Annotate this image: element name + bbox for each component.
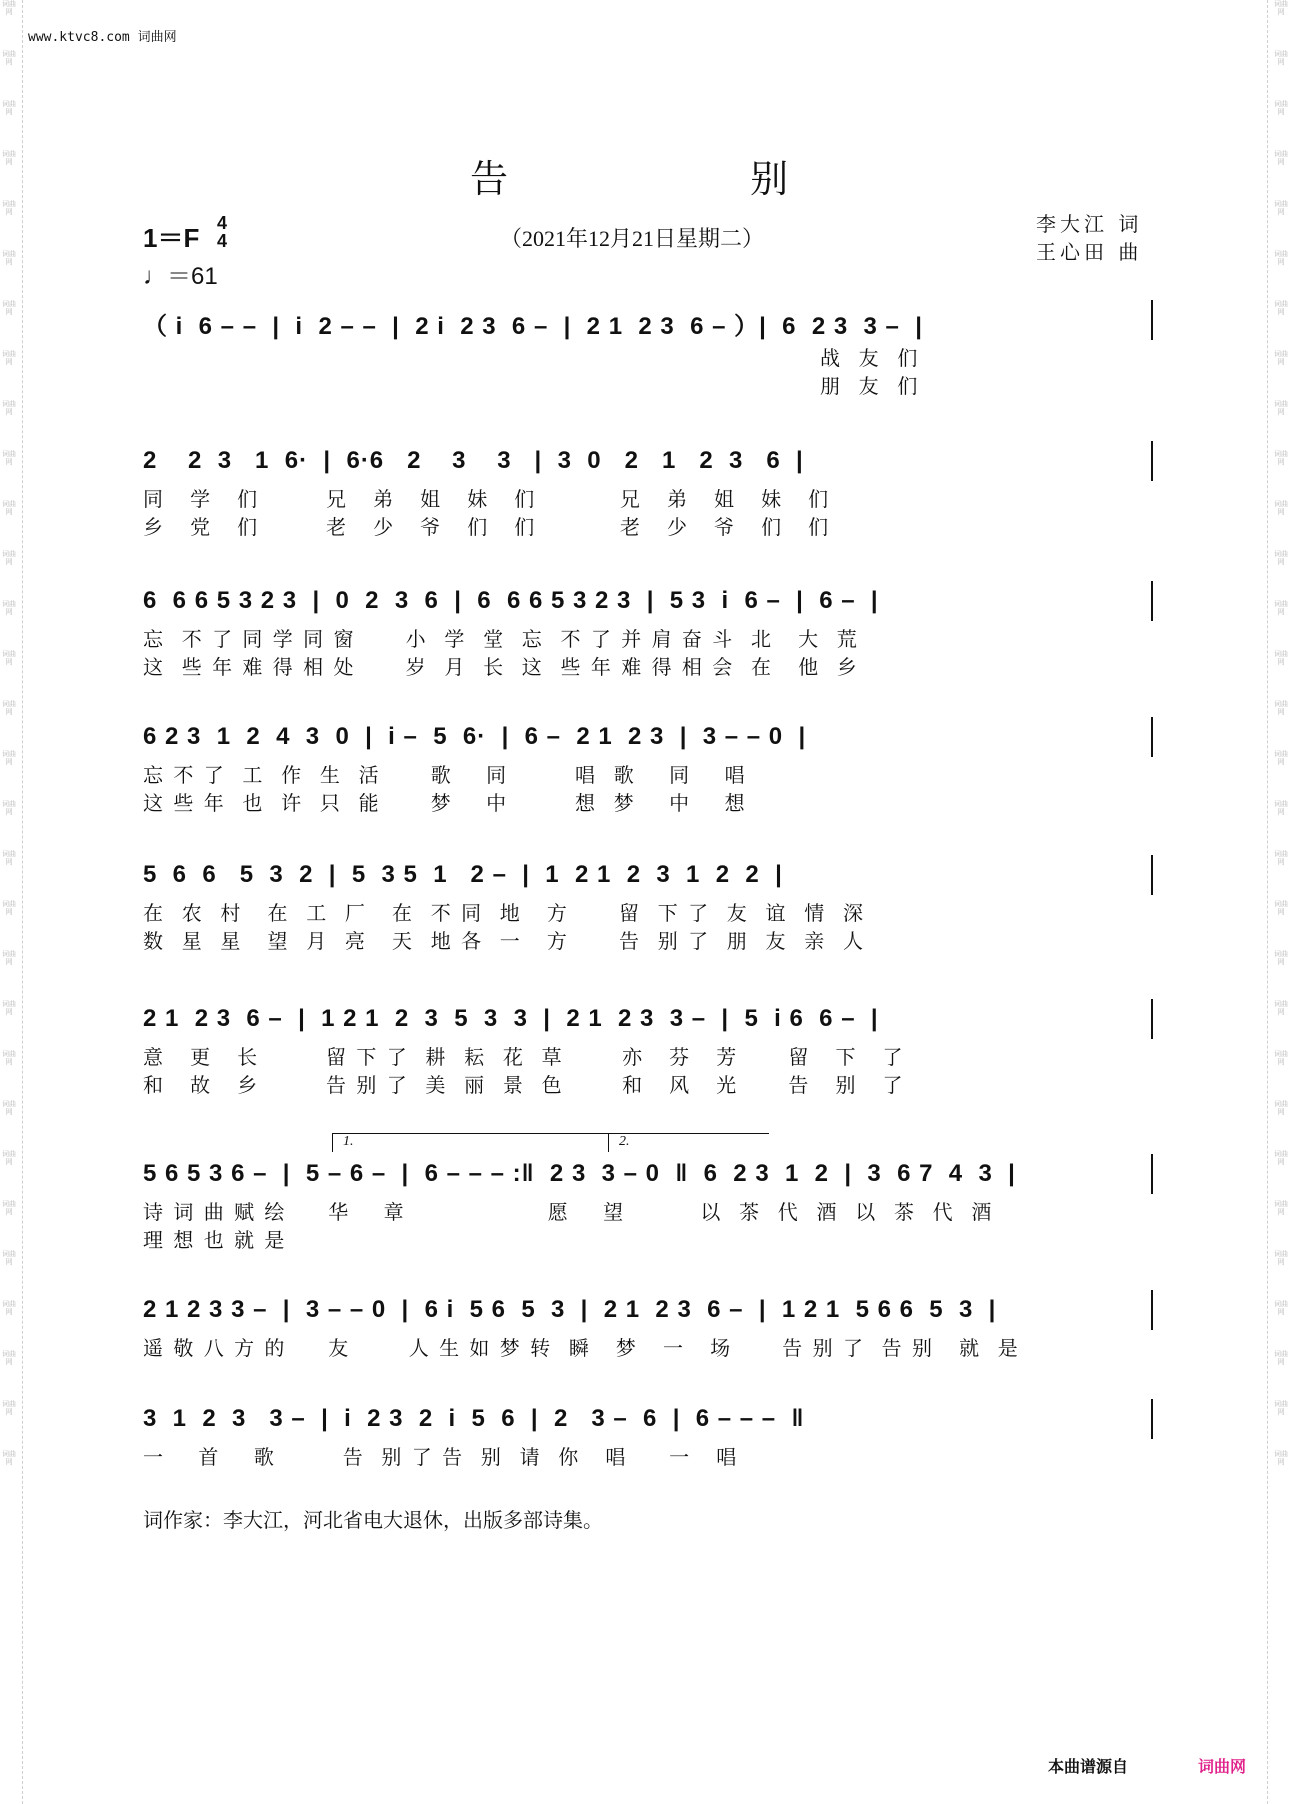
- notation: 5 6 5 3 6 – | 5 – 6 – | 6 – – – :‖ 2 3 3 – 0 ‖ 6 2 3 1 2 | 3 6 7 4 3 |: [143, 1160, 1016, 1187]
- right-watermark-strip: 词曲网 词曲网 词曲网 词曲网 词曲网 词曲网 词曲网 词曲网 词曲网 词曲网 词曲网 词曲网 词曲网 词曲网 词曲网 词曲网 词曲网 词曲网 词曲网 词曲网 词曲网 词曲网 词曲网 词曲网 词曲网 词曲网 词曲网 词曲网 词曲网 词曲网: [1267, 0, 1288, 1804]
- site-name: 词曲网: [137, 30, 177, 45]
- notation: 6 2 3 1 2 4 3 0 | i – 5 6· | 6 – 2 1 2 3 | 3 – – 0 |: [143, 723, 807, 750]
- lyrics-verse-1: 战 友 们: [143, 346, 920, 370]
- barline: [1151, 999, 1153, 1039]
- lyrics-verse-1: 意 更 长 留 下 了 耕 耘 花 草 亦 芬 芳 留 下 了: [143, 1045, 905, 1069]
- lyricist-credit: 李大江 词: [1036, 212, 1143, 236]
- lyrics-verse-1: 遥 敬 八 方 的 友 人 生 如 梦 转 瞬 梦 一 场 告 别 了 告 别 就 是: [143, 1336, 1020, 1360]
- brand-link[interactable]: 词曲网: [1198, 1757, 1247, 1776]
- lyrics-verse-1: 在 农 村 在 工 厂 在 不 同 地 方 留 下 了 友 谊 情 深: [143, 901, 865, 925]
- barline: [1151, 717, 1153, 757]
- site-header: [28, 26, 177, 45]
- notation: 2 2 3 1 6· | 6·6 2 3 3 | 3 0 2 1 2 3 6 |: [143, 447, 804, 474]
- notation: 6 6 6 5 3 2 3 | 0 2 3 6 | 6 6 6 5 3 2 3 | 5 3 i 6 – | 6 – |: [143, 587, 879, 614]
- notation: 2 1 2 3 3 – | 3 – – 0 | 6 i 5 6 5 3 | 2 1 2 3 6 – | 1 2 1 5 6 6 5 3 |: [143, 1296, 997, 1323]
- barline: [1151, 581, 1153, 621]
- site-url[interactable]: www.ktvc8.com: [28, 30, 130, 45]
- notation: 5 6 6 5 3 2 | 5 3 5 1 2 – | 1 2 1 2 3 1 2 2 |: [143, 861, 783, 888]
- composer-credit: 王心田 曲: [1036, 240, 1143, 264]
- lyrics-verse-1: 诗 词 曲 赋 绘 华 章 愿 望 以 茶 代 酒 以 茶 代 酒: [143, 1200, 994, 1224]
- second-ending-bracket: 2.: [608, 1133, 769, 1152]
- notation: 3 1 2 3 3 – | i 2 3 2 i 5 6 | 2 3 – 6 | 6 – – – ‖: [143, 1405, 805, 1432]
- date-line: （2021年12月21日星期二）: [500, 226, 765, 251]
- left-watermark-strip: 词曲网 词曲网 词曲网 词曲网 词曲网 词曲网 词曲网 词曲网 词曲网 词曲网 词曲网 词曲网 词曲网 词曲网 词曲网 词曲网 词曲网 词曲网 词曲网 词曲网 词曲网 词曲网 词曲网 词曲网 词曲网 词曲网 词曲网 词曲网 词曲网 词曲网: [2, 0, 23, 1804]
- song-title: 告 别: [470, 157, 789, 201]
- first-ending-bracket: 1.: [332, 1133, 611, 1152]
- lyrics-verse-1: 一 首 歌 告 别 了 告 别 请 你 唱 一 唱: [143, 1445, 739, 1469]
- lyrics-verse-2: 数 星 星 望 月 亮 天 地 各 一 方 告 别 了 朋 友 亲 人: [143, 929, 865, 953]
- lyrics-verse-2: 乡 党 们 老 少 爷 们 们 老 少 爷 们 们: [143, 515, 831, 539]
- notation: （ i 6 – – | i 2 – – | 2 i 2 3 6 – | 2 1 2 3 6 – ）| 6 2 3 3 – |: [143, 313, 923, 340]
- final-barline: [1151, 1399, 1153, 1439]
- source-label: 本曲谱源自: [1048, 1757, 1129, 1776]
- lyrics-verse-1: 忘 不 了 工 作 生 活 歌 同 唱 歌 同 唱: [143, 763, 747, 787]
- lyrics-verse-1: 同 学 们 兄 弟 姐 妹 们 兄 弟 姐 妹 们: [143, 487, 831, 511]
- barline: [1151, 1290, 1153, 1330]
- notation: 2 1 2 3 6 – | 1 2 1 2 3 5 3 3 | 2 1 2 3 3 – | 5 i 6 6 – |: [143, 1005, 879, 1032]
- lyrics-verse-2: 这 些 年 也 许 只 能 梦 中 想 梦 中 想: [143, 791, 747, 815]
- lyrics-verse-2: 朋 友 们: [143, 374, 920, 398]
- lyricist-note: 词作家：李大江，河北省电大退休，出版多部诗集。: [143, 1508, 603, 1532]
- lyrics-verse-2: 理 想 也 就 是: [143, 1228, 287, 1252]
- time-signature-top: 4: [217, 213, 228, 233]
- barline: [1151, 1154, 1153, 1194]
- key-signature: 1＝F: [143, 223, 200, 253]
- time-signature: [217, 214, 227, 250]
- time-signature-bottom: 4: [217, 231, 228, 251]
- barline: [1151, 855, 1153, 895]
- tempo-marking: ♩＝61: [143, 263, 218, 290]
- credits: [1036, 210, 1142, 266]
- lyrics-verse-1: 忘 不 了 同 学 同 窗 小 学 堂 忘 不 了 并 肩 奋 斗 北 大 荒: [143, 627, 859, 651]
- lyrics-verse-2: 和 故 乡 告 别 了 美 丽 景 色 和 风 光 告 别 了: [143, 1073, 905, 1097]
- barline: [1151, 300, 1153, 340]
- lyrics-verse-2: 这 些 年 难 得 相 处 岁 月 长 这 些 年 难 得 相 会 在 他 乡: [143, 655, 859, 679]
- barline: [1151, 441, 1153, 481]
